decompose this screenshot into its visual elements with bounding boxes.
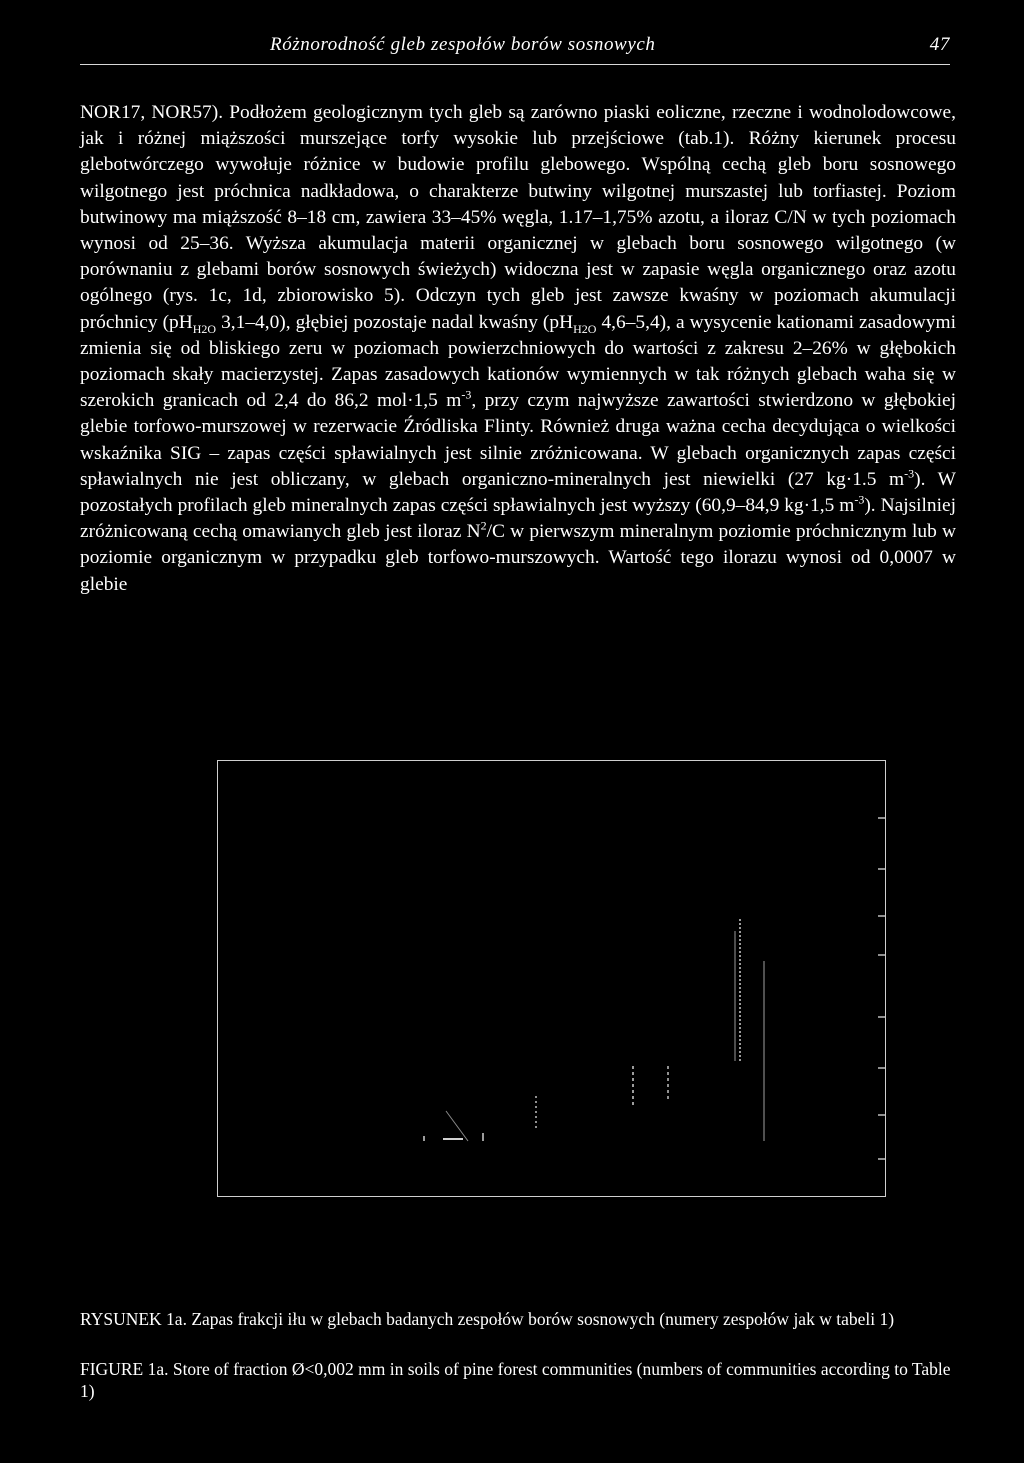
superscript-exponent: -3 (904, 466, 915, 481)
superscript-exponent: -3 (854, 492, 865, 507)
body-text-part: ). W pozostałych profilach gleb mineralnych zapas części spławialnych jest wyższy (60,9–84,9 kg·1,5 m (80, 468, 956, 517)
subscript-h2o: H2O (192, 321, 217, 336)
page-number: 47 (929, 34, 950, 55)
body-text-part: , przy czym najwyższe zawartości stwierdzono w głębokiej glebie torfowo-murszowej w rezerwacie Źródliska Flinty. Również druga ważna cecha decydująca o wielkości wskaźnika SIG – zapas części spławialnych jest silnie zróżnicowana. W glebach organicznych zapas części spławialnych nie jest obliczany, w glebach organiczno-mineralnych jest niewielki (27 kg·1.5 m (80, 390, 956, 490)
running-head (80, 30, 950, 65)
faint-bar (446, 1111, 468, 1141)
figure-caption-english: FIGURE 1a. Store of fraction Ø<0,002 mm in soils of pine forest communities (numbers of communities according to Table 1) (80, 1359, 951, 1401)
superscript-exponent: -3 (461, 387, 472, 402)
body-paragraph (80, 100, 956, 598)
body-text-part: NOR17, NOR57). Podłożem geologicznym tych gleb są zarówno piaski eoliczne, rzeczne i wodnolodowcowe, jak i różnej miąższości murszejące torfy wysokie lub przejściowe (tab.1). Różny kierunek procesu glebotwórczego wywołuje różnice w budowie profilu glebowego. Wspólną cechą gleb boru sosnowego wilgotnego jest próchnica nadkładowa, o charakterze butwiny wilgotnej murszastej lub torfiastej. Poziom butwinowy ma miąższość 8–18 cm, zawiera 33–45% węgla, 1.17–1,75% azotu, a iloraz C/N w tych poziomach wynosi od 25–36. Wyższa akumulacja materii organicznej w glebach boru sosnowego wilgotnego (w porównaniu z glebami borów sosnowych świeżych) widoczna jest w zapasie węgla organicznego oraz azotu ogólnego (rys. 1c, 1d, zbiorowisko 5). Odczyn tych gleb jest zawsze kwaśny w poziomach akumulacji próchnicy (pH (80, 102, 956, 333)
figure-frame (217, 760, 886, 1197)
body-text-part: 4,6–5,4), a wysycenie kationami zasadowymi zmienia się od bliskiego zeru w poziomach powierzchniowych do wartości z zakresu 2–26% w głębokich poziomach skały macierzystej. Zapas zasadowych kationów wymiennych w tak różnych glebach waha się w szerokich granicach od 2,4 do 86,2 mol·1,5 m (80, 311, 956, 412)
body-text-part: ). Najsilniej zróżnicowaną cechą omawianych gleb jest iloraz N (80, 495, 956, 543)
figure-caption-polish: RYSUNEK 1a. Zapas frakcji iłu w glebach badanych zespołów borów sosnowych (numery zespołów jak w tabeli 1) (80, 1309, 895, 1329)
figure-plot-area (218, 761, 885, 1196)
running-head-title: Różnorodność gleb zespołów borów sosnowych (270, 34, 656, 55)
body-text-part: /C w pierwszym mineralnym poziomie próchnicznym lub w poziomie organicznym w przypadku gleb torfowo-murszowych. Wartość tego ilorazu wynosi od 0,0007 w glebie (80, 521, 957, 595)
subscript-h2o: H2O (573, 321, 597, 336)
body-text-part: 3,1–4,0), głębiej pozostaje nadal kwaśny (pH (216, 311, 574, 333)
superscript-exponent: 2 (480, 518, 487, 533)
